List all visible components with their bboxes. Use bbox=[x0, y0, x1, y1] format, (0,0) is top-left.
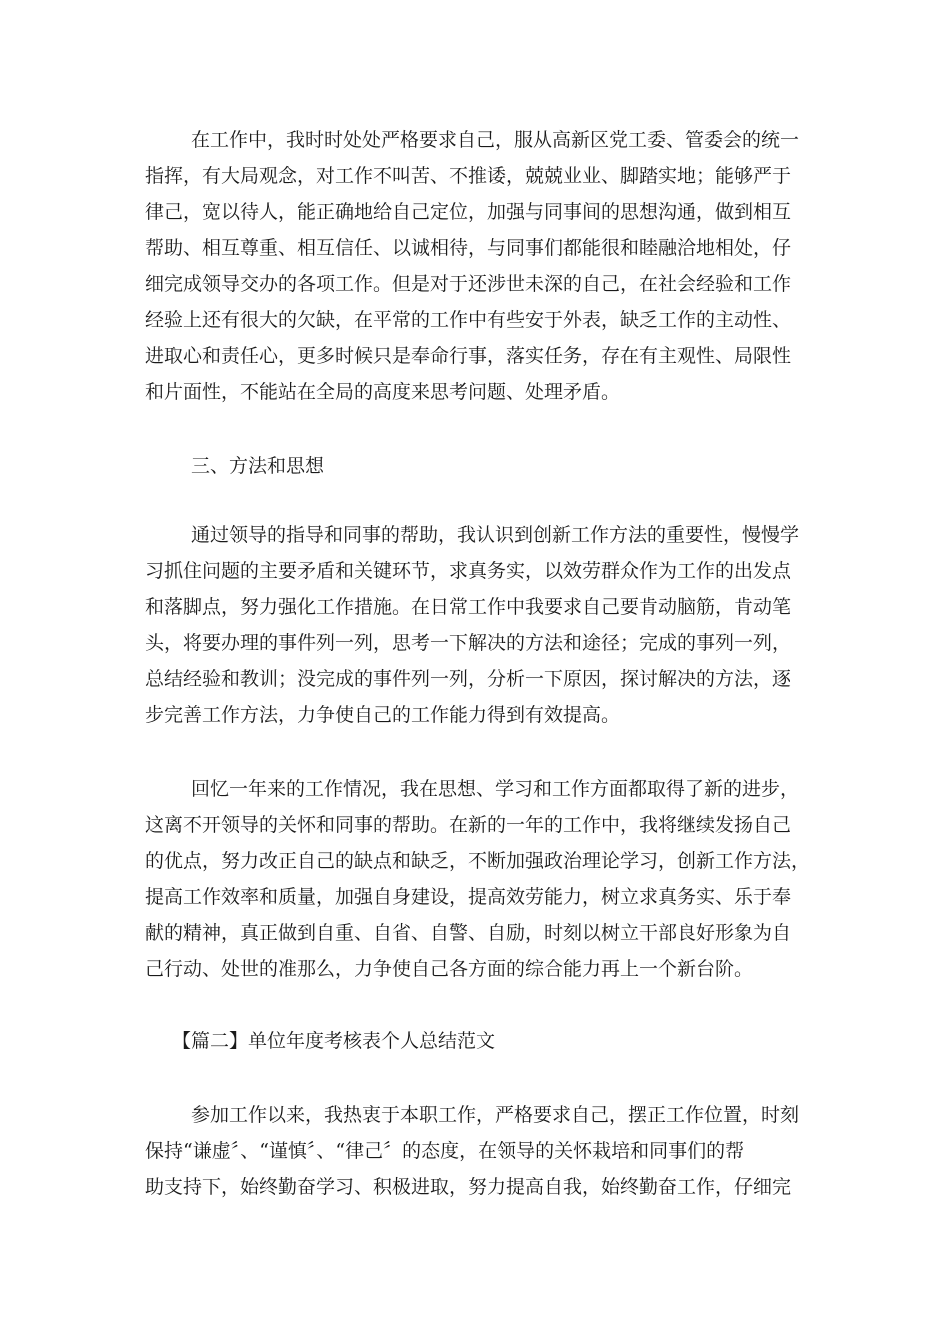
text-line: 和片面性，不能站在全局的高度来思考问题、处理矛盾。 bbox=[145, 381, 621, 403]
paragraph-methods bbox=[145, 517, 801, 733]
heading-text: 【篇二】单位年度考核表个人总结范文 bbox=[172, 1030, 496, 1052]
text-line: 步完善工作方法，力争使自己的工作能力得到有效提高。 bbox=[145, 704, 621, 726]
text-line: 提高工作效率和质量，加强自身建设，提高效劳能力，树立求真务实、乐于奉 bbox=[145, 886, 792, 908]
text-line: 习抓住问题的主要矛盾和关键环节，求真务实，以效劳群众作为工作的出发点 bbox=[145, 560, 792, 582]
text-line: 这离不开领导的关怀和同事的帮助。在新的一年的工作中，我将继续发扬自己 bbox=[145, 814, 792, 836]
text-line: 通过领导的指导和同事的帮助，我认识到创新工作方法的重要性，慢慢学 bbox=[191, 524, 800, 546]
text-line: 保持“谦虚〞、“谨慎〞、“律己〞的态度，在领导的关怀栽培和同事们的帮 bbox=[145, 1140, 745, 1162]
text-line: 的优点，努力改正自己的缺点和缺乏，不断加强政治理论学习，创新工作方法， bbox=[145, 850, 811, 872]
text-line: 参加工作以来，我热衷于本职工作，严格要求自己，摆正工作位置，时刻 bbox=[191, 1104, 800, 1126]
text-line: 献的精神，真正做到自重、自省、自警、自励，时刻以树立干部良好形象为自 bbox=[145, 922, 792, 944]
text-line: 进取心和责任心，更多时候只是奉命行事，落实任务，存在有主观性、局限性 bbox=[145, 345, 792, 367]
heading-text: 三、方法和思想 bbox=[191, 455, 325, 477]
text-line: 助支持下，始终勤奋学习、积极进取，努力提高自我，始终勤奋工作，仔细完 bbox=[145, 1176, 792, 1198]
text-line: 头，将要办理的事件列一列，思考一下解决的方法和途径；完成的事列一列， bbox=[145, 632, 792, 654]
text-line: 和落脚点，努力强化工作措施。在日常工作中我要求自己要肯动脑筋，肯动笔 bbox=[145, 596, 792, 618]
paragraph-work-attitude bbox=[145, 122, 801, 410]
section-heading-part-two bbox=[145, 1023, 801, 1059]
text-line: 指挥，有大局观念，对工作不叫苦、不推诿，兢兢业业、脚踏实地；能够严于 bbox=[145, 165, 792, 187]
text-line: 总结经验和教训；没完成的事件列一列，分析一下原因，探讨解决的方法，逐 bbox=[145, 668, 792, 690]
text-line: 己行动、处世的准那么，力争使自己各方面的综合能力再上一个新台阶。 bbox=[145, 958, 754, 980]
text-line: 细完成领导交办的各项工作。但是对于还涉世未深的自己，在社会经验和工作 bbox=[145, 273, 792, 295]
text-line: 经验上还有很大的欠缺，在平常的工作中有些安于外表，缺乏工作的主动性、 bbox=[145, 309, 792, 331]
text-line: 在工作中，我时时处处严格要求自己，服从高新区党工委、管委会的统一 bbox=[191, 129, 800, 151]
text-line: 帮助、相互尊重、相互信任、以诚相待，与同事们都能很和睦融洽地相处，仔 bbox=[145, 237, 792, 259]
section-heading-methods bbox=[145, 448, 801, 484]
paragraph-review bbox=[145, 771, 811, 987]
paragraph-part-two bbox=[145, 1097, 801, 1205]
text-line: 律己，宽以待人，能正确地给自己定位，加强与同事间的思想沟通，做到相互 bbox=[145, 201, 792, 223]
text-line: 回忆一年来的工作情况，我在思想、学习和工作方面都取得了新的进步， bbox=[191, 778, 800, 800]
